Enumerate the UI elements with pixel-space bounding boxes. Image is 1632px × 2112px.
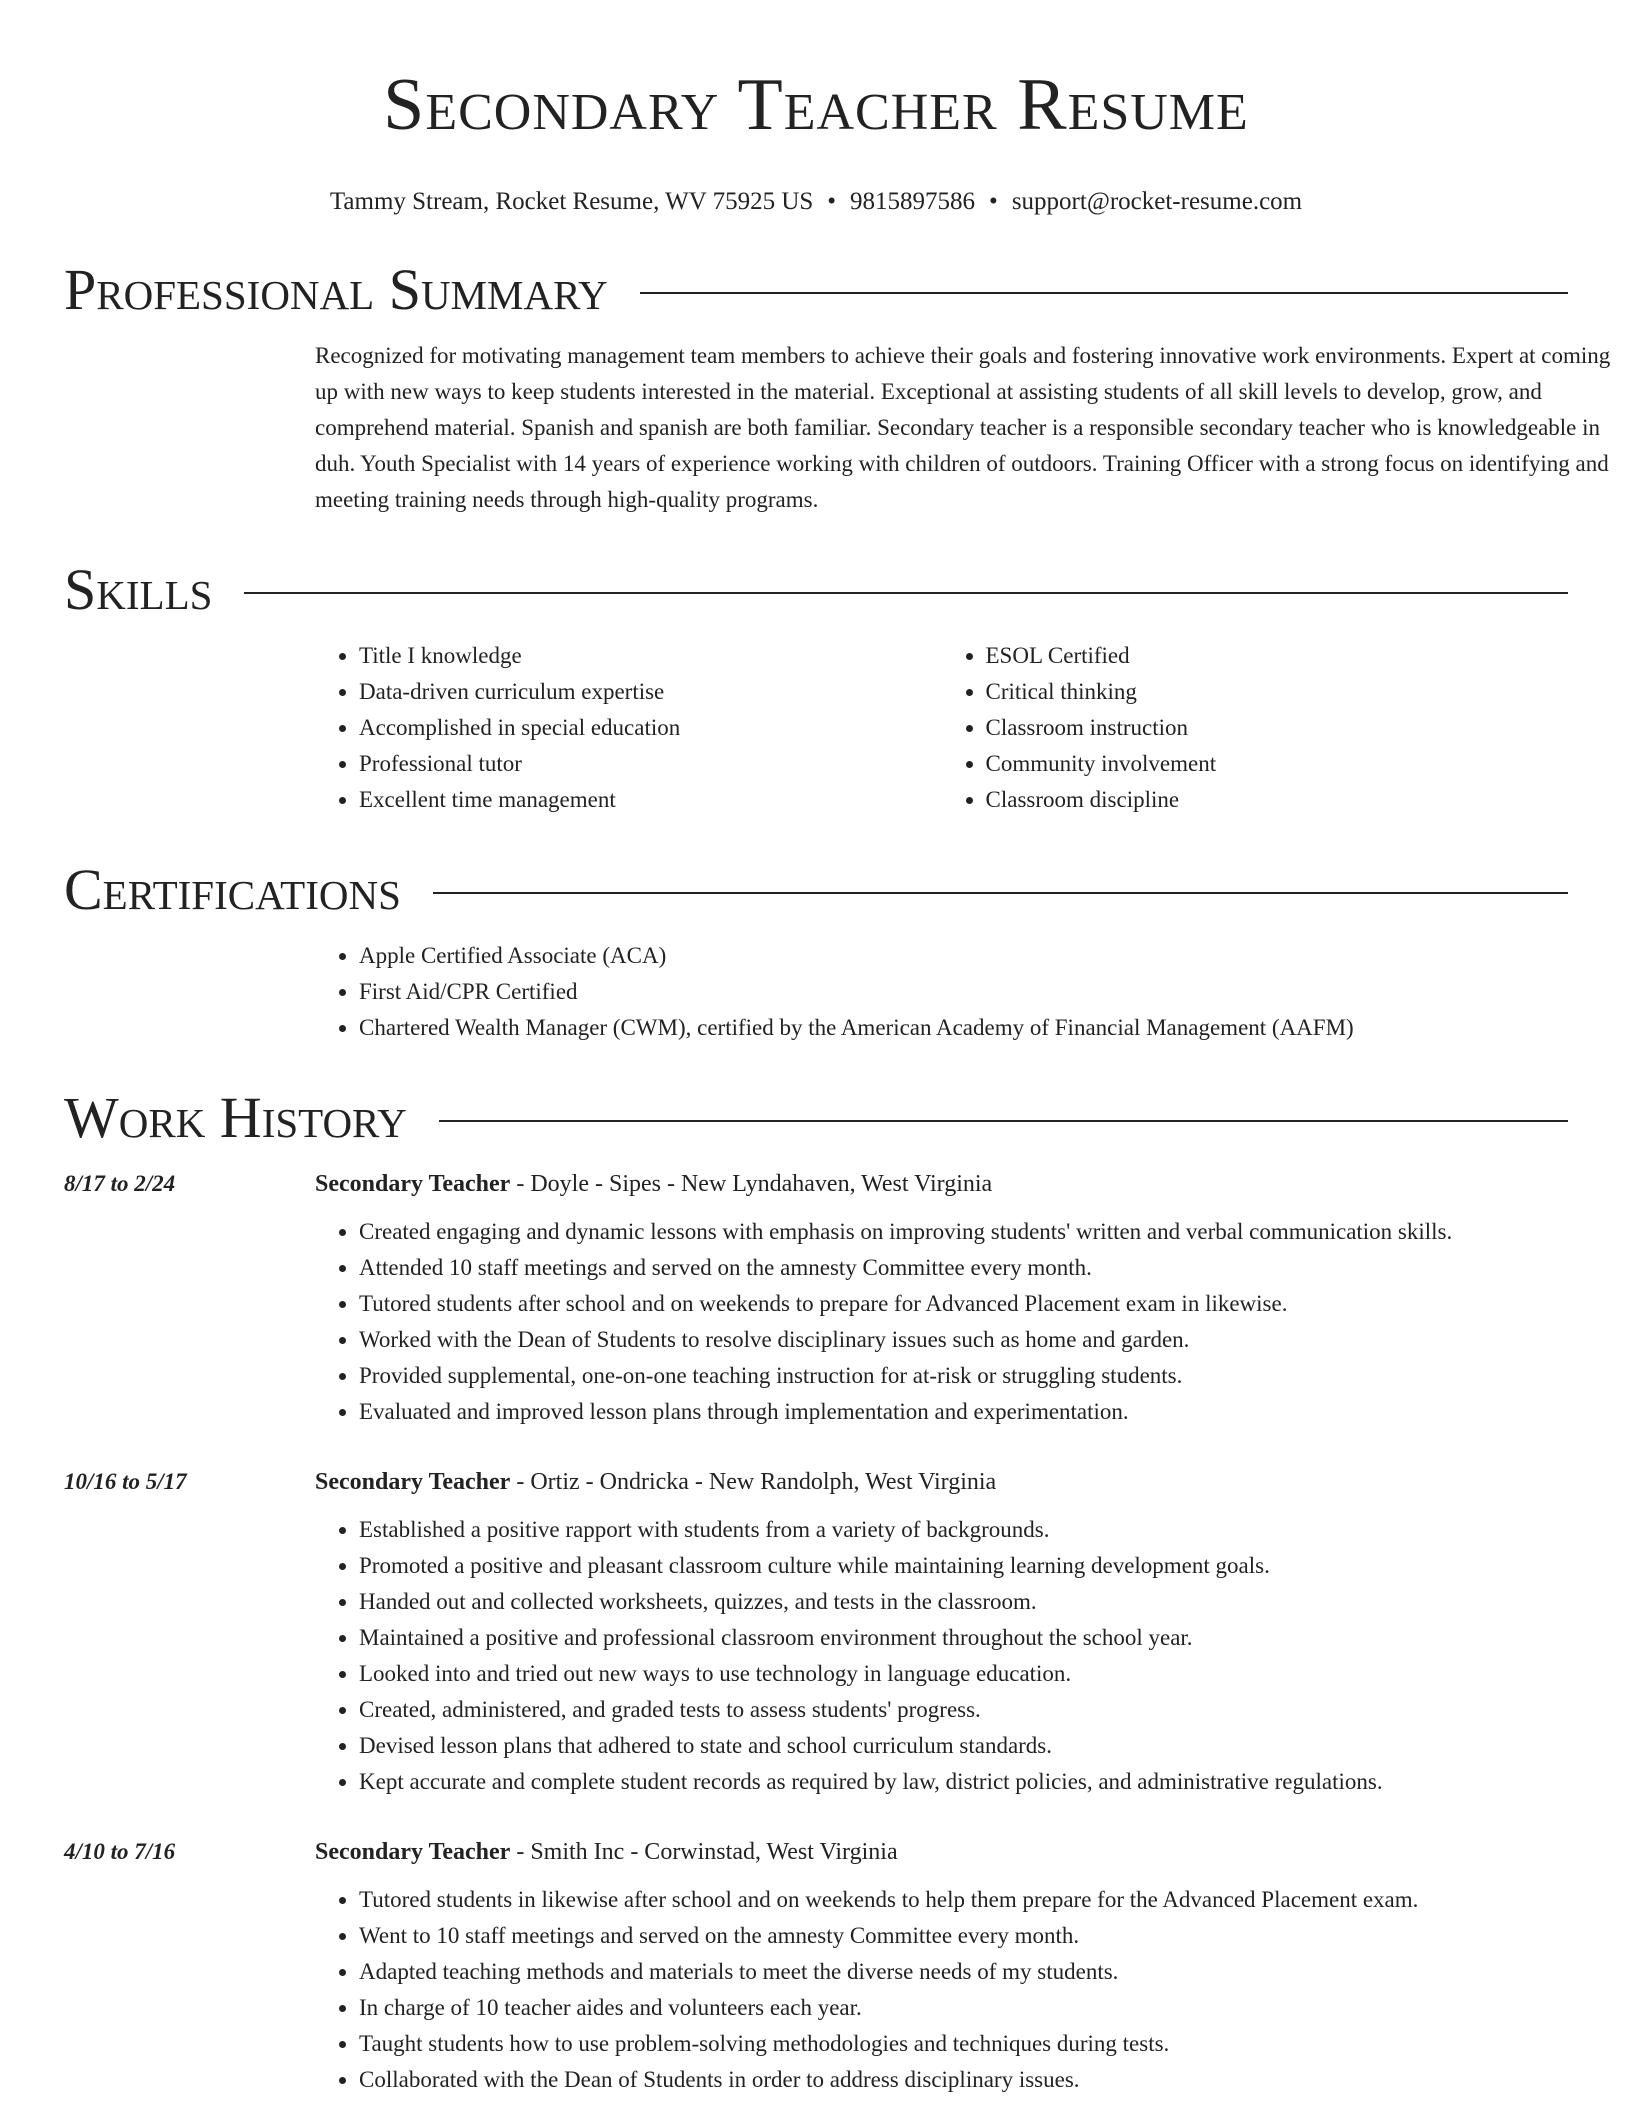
certifications-list	[315, 938, 1568, 1046]
certification-item: • First Aid/CPR Certified	[359, 974, 1568, 1010]
section-divider	[439, 1120, 1568, 1122]
section-divider	[640, 292, 1568, 294]
job-role: Secondary Teacher	[315, 1469, 511, 1495]
job-bullet: • Tutored students in likewise after school and on weekends to help them prepare for the Advanced Placement exam.	[359, 1882, 1568, 1918]
summary-text: Recognized for motivating management team members to achieve their goals and fostering innovative work environments. Expert at coming up with new ways to keep students interested in the material. Exceptional at assisting students of all skill levels to develop, grow, and comprehend material. Spanish and spanish are both familiar. Secondary teacher is a responsible secondary teacher who is knowledgeable in duh. Youth Specialist with 14 years of experience working with children of outdoors. Training Officer with a strong focus on identifying and meeting training needs through high-quality programs.	[315, 343, 1611, 512]
section-divider	[433, 892, 1568, 894]
job-bullet: • Taught students how to use problem-solving methodologies and techniques during tests.	[359, 2026, 1568, 2062]
job-entry	[64, 1462, 1568, 1800]
job-employer: - Doyle - Sipes - New Lyndahaven, West Virginia	[510, 1171, 993, 1197]
job-role: Secondary Teacher	[315, 1839, 511, 1865]
skill-item: • Excellent time management	[359, 782, 942, 818]
contact-separator: •	[989, 188, 998, 215]
skill-item: • Title I knowledge	[359, 638, 942, 674]
work-heading-row	[64, 1086, 1568, 1150]
job-role: Secondary Teacher	[315, 1171, 511, 1197]
skills-list-right	[942, 638, 1569, 818]
job-entry	[64, 1832, 1568, 2098]
job-title-line	[315, 1164, 1568, 1204]
job-body	[315, 1832, 1568, 2098]
contact-separator: •	[827, 188, 837, 215]
skills-section	[64, 558, 1568, 818]
job-bullets	[315, 1214, 1568, 1430]
job-bullet: • Maintained a positive and professional classroom environment throughout the school year.	[359, 1620, 1568, 1656]
job-bullet: • In charge of 10 teacher aides and volunteers each year.	[359, 1990, 1568, 2026]
contact-line	[64, 186, 1568, 218]
skills-grid	[315, 638, 1568, 818]
job-bullet: • Tutored students after school and on weekends to prepare for Advanced Placement exam in likewise.	[359, 1286, 1568, 1322]
skill-item: • Professional tutor	[359, 746, 942, 782]
job-bullet: • Handed out and collected worksheets, quizzes, and tests in the classroom.	[359, 1584, 1568, 1620]
job-employer: - Ortiz - Ondricka - New Randolph, West Virginia	[510, 1469, 997, 1495]
skill-item: • Community involvement	[986, 746, 1569, 782]
skill-item: • Accomplished in special education	[359, 710, 942, 746]
skill-item: • Data-driven curriculum expertise	[359, 674, 942, 710]
section-divider	[244, 592, 1568, 594]
job-employer: - Smith Inc - Corwinstad, West Virginia	[510, 1839, 898, 1865]
skills-heading-row	[64, 558, 1568, 622]
job-dates: 4/10 to 7/16	[64, 1839, 176, 1864]
job-bullet: • Attended 10 staff meetings and served on the amnesty Committee every month.	[359, 1250, 1568, 1286]
job-body	[315, 1462, 1568, 1800]
job-entry	[64, 1164, 1568, 1430]
job-bullets	[315, 1512, 1568, 1800]
skill-item: • Classroom instruction	[986, 710, 1569, 746]
skill-item: • Classroom discipline	[986, 782, 1569, 818]
job-bullet: • Kept accurate and complete student records as required by law, district policies, and administrative regulations.	[359, 1764, 1568, 1800]
certifications-heading: Certifications	[64, 857, 401, 922]
skills-heading: Skills	[64, 557, 213, 622]
job-bullet: • Evaluated and improved lesson plans through implementation and experimentation.	[359, 1394, 1568, 1430]
skill-item: • ESOL Certified	[986, 638, 1569, 674]
certification-item: • Apple Certified Associate (ACA)	[359, 938, 1568, 974]
skill-item: • Critical thinking	[986, 674, 1569, 710]
job-bullet: • Devised lesson plans that adhered to state and school curriculum standards.	[359, 1728, 1568, 1764]
contact-phone: 9815897586	[850, 188, 976, 215]
certifications-section	[64, 858, 1568, 1046]
job-bullet: • Established a positive rapport with students from a variety of backgrounds.	[359, 1512, 1568, 1548]
job-title-line	[315, 1832, 1568, 1872]
summary-section	[64, 257, 1611, 518]
certifications-body	[315, 938, 1568, 1046]
job-bullet: • Provided supplemental, one-on-one teaching instruction for at-risk or struggling students.	[359, 1358, 1568, 1394]
job-bullet: • Adapted teaching methods and materials to meet the diverse needs of my students.	[359, 1954, 1568, 1990]
work-history-section	[64, 1086, 1568, 2098]
job-title-line	[315, 1462, 1568, 1502]
certifications-heading-row	[64, 858, 1568, 922]
job-bullet: • Looked into and tried out new ways to use technology in language education.	[359, 1656, 1568, 1692]
summary-heading: Professional Summary	[64, 257, 608, 322]
job-bullet: • Went to 10 staff meetings and served on the amnesty Committee every month.	[359, 1918, 1568, 1954]
job-bullets	[315, 1882, 1568, 2098]
page-title: Secondary Teacher Resume	[383, 64, 1249, 146]
job-dates: 10/16 to 5/17	[64, 1469, 187, 1494]
work-heading: Work History	[64, 1085, 407, 1150]
job-bullet: • Worked with the Dean of Students to resolve disciplinary issues such as home and garden.	[359, 1322, 1568, 1358]
job-bullet: • Promoted a positive and pleasant classroom culture while maintaining learning development goals.	[359, 1548, 1568, 1584]
summary-heading-row	[64, 258, 1568, 322]
job-body	[315, 1164, 1568, 1430]
contact-address: Tammy Stream, Rocket Resume, WV 75925 US	[329, 188, 814, 215]
contact-email: support@rocket-resume.com	[1011, 188, 1303, 215]
certification-item: • Chartered Wealth Manager (CWM), certified by the American Academy of Financial Management (AAFM)	[359, 1010, 1568, 1046]
job-bullet: • Created engaging and dynamic lessons with emphasis on improving students' written and verbal communication skills.	[359, 1214, 1568, 1250]
job-bullet: • Collaborated with the Dean of Students in order to address disciplinary issues.	[359, 2062, 1568, 2098]
job-bullet: • Created, administered, and graded tests to assess students' progress.	[359, 1692, 1568, 1728]
skills-list-left	[315, 638, 942, 818]
job-dates: 8/17 to 2/24	[64, 1171, 176, 1196]
